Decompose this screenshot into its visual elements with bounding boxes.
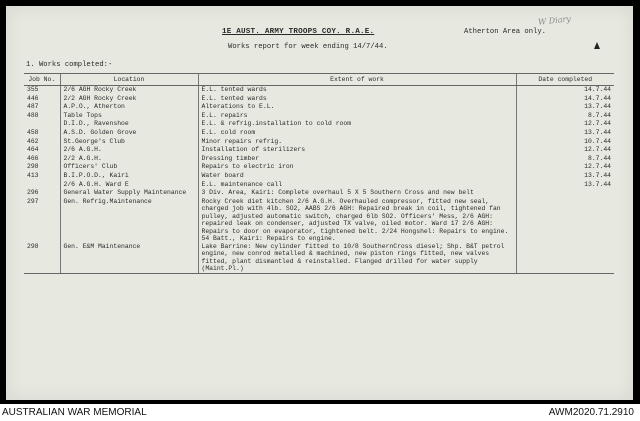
extent-cell: E.L. & refrig.installation to cold room	[198, 120, 516, 129]
location-cell: B.I.P.O.D., Kairi	[60, 172, 198, 181]
job-number-cell: 488	[27, 111, 39, 119]
works-table-body	[24, 86, 614, 274]
extent-cell: Rocky Creek diet kitchen 2/6 A.G.H. Overhauled compressor, fitted new seal, charged job with 4lb. SO2, AABS 2/6 AGH: Repaired break in coil, tightened fan pulley, adjusted automatic switch, charged 6lb SO2. Officers' Mess, 2/6 AGH: repaired leak on condenser, adjusted TX valve, oiled motor. Ward 17 2/6 AGH: Repairs to door on evaporator, tightened belt. 2/24 Hongshel: Repairs to engine. 54 Batt., Kairi: Repairs to engine.	[198, 198, 516, 243]
table-row	[24, 198, 614, 243]
col-header-location: Location	[60, 74, 198, 86]
job-number-cell: 296	[27, 189, 39, 197]
table-row	[24, 181, 614, 190]
date-cell: 12.7.44	[516, 120, 614, 129]
date-cell: 14.7.44	[516, 86, 614, 95]
works-table	[24, 73, 614, 274]
location-cell: A.S.D. Golden Grove	[60, 129, 198, 138]
location-cell: A.P.O., Atherton	[60, 103, 198, 112]
extent-cell: Alterations to E.L.	[198, 103, 516, 112]
document-page	[6, 6, 633, 400]
date-cell: 13.7.44	[516, 129, 614, 138]
date-cell	[516, 189, 614, 198]
job-number-cell: 298	[27, 163, 39, 171]
location-cell: 2/6 A.G.H. Ward E	[60, 181, 198, 190]
location-cell: 2/6 AGH Rocky Creek	[60, 86, 198, 95]
table-row	[24, 95, 614, 104]
location-cell: 2/6 A.G.H.	[60, 146, 198, 155]
job-number-cell	[24, 120, 60, 129]
location-cell: 2/2 A.G.H.	[60, 155, 198, 164]
job-number-cell: 298	[24, 243, 60, 274]
date-cell: 12.7.44	[516, 163, 614, 172]
pencil-annotation: W Diary	[537, 14, 572, 27]
archive-footer	[0, 404, 640, 421]
report-subtitle: Works report for week ending 14/7/44.	[228, 43, 388, 51]
footer-source: AUSTRALIAN WAR MEMORIAL	[2, 407, 147, 418]
location-cell: Table Tops	[60, 112, 198, 121]
job-number-cell: 466	[27, 154, 39, 162]
date-cell: 13.7.44	[516, 172, 614, 181]
date-cell	[516, 198, 614, 243]
table-row	[24, 172, 614, 181]
job-number-cell: 297	[27, 197, 39, 205]
table-row	[24, 138, 614, 147]
job-number-cell: 462	[27, 137, 39, 145]
job-number-cell: 355	[27, 86, 39, 93]
location-cell: St.George's Club	[60, 138, 198, 147]
table-row	[24, 129, 614, 138]
location-cell: Officers' Club	[60, 163, 198, 172]
extent-cell: Repairs to electric iron	[198, 163, 516, 172]
table-row	[24, 189, 614, 198]
col-header-job: Job No.	[24, 74, 60, 86]
date-cell: 12.7.44	[516, 146, 614, 155]
job-number-cell: 464	[27, 146, 39, 154]
col-header-date: Date completed	[516, 74, 614, 86]
table-header-row	[24, 74, 614, 86]
date-cell: 8.7.44	[516, 112, 614, 121]
extent-cell: Minor repairs refrig.	[198, 138, 516, 147]
table-row	[24, 146, 614, 155]
document-title: 1E AUST. ARMY TROOPS COY. R.A.E.	[222, 28, 375, 36]
date-cell: 14.7.44	[516, 95, 614, 104]
corner-tab-mark	[594, 42, 600, 49]
table-row	[24, 86, 614, 95]
location-cell: D.I.D., Ravenshoe	[60, 120, 198, 129]
job-number-cell	[24, 181, 60, 190]
table-row	[24, 120, 614, 129]
location-cell: Gen. Refrig.Maintenance	[60, 198, 198, 243]
date-cell: 10.7.44	[516, 138, 614, 147]
extent-cell: E.L. tented wards	[198, 86, 516, 95]
table-row	[24, 163, 614, 172]
date-cell	[516, 243, 614, 274]
table-row	[24, 103, 614, 112]
extent-cell: Water board	[198, 172, 516, 181]
footer-accession-id: AWM2020.71.2910	[548, 407, 634, 418]
job-number-cell: 413	[27, 171, 39, 179]
extent-cell: Installation of sterilizers	[198, 146, 516, 155]
extent-cell: 3 Div. Area, Kairi: Complete overhaul 5 X 5 Southern Cross and new belt	[198, 189, 516, 198]
job-number-cell: 446	[27, 94, 39, 102]
location-cell: General Water Supply Maintenance	[60, 189, 198, 198]
table-row	[24, 112, 614, 121]
date-cell: 13.7.44	[516, 181, 614, 190]
col-header-extent: Extent of work	[198, 74, 516, 86]
job-number-cell: 458	[27, 128, 39, 136]
table-row	[24, 243, 614, 274]
section-heading: 1. Works completed:-	[26, 61, 113, 69]
date-cell: 13.7.44	[516, 103, 614, 112]
extent-cell: E.L. tented wards	[198, 95, 516, 104]
job-number-cell: 487	[27, 103, 39, 111]
location-cell: Gen. E&M Maintenance	[60, 243, 198, 274]
extent-cell: Lake Barrine: New cylinder fitted to 10/8 SouthernCross diesel; Shp. B&T petrol engine, new conrod metalled & machined, new piston rings fitted, new valves fitted, plant dismantled & reinstalled. Flanged drilled for water supply (Maint.Pl.)	[198, 243, 516, 274]
location-cell: 2/2 AGH Rocky Creek	[60, 95, 198, 104]
extent-cell: E.L. cold room	[198, 129, 516, 138]
extent-cell: E.L. maintenance call	[198, 181, 516, 190]
table-row	[24, 155, 614, 164]
date-cell: 8.7.44	[516, 155, 614, 164]
extent-cell: E.L. repairs	[198, 112, 516, 121]
extent-cell: Dressing timber	[198, 155, 516, 164]
area-note: Atherton Area only.	[464, 28, 546, 36]
